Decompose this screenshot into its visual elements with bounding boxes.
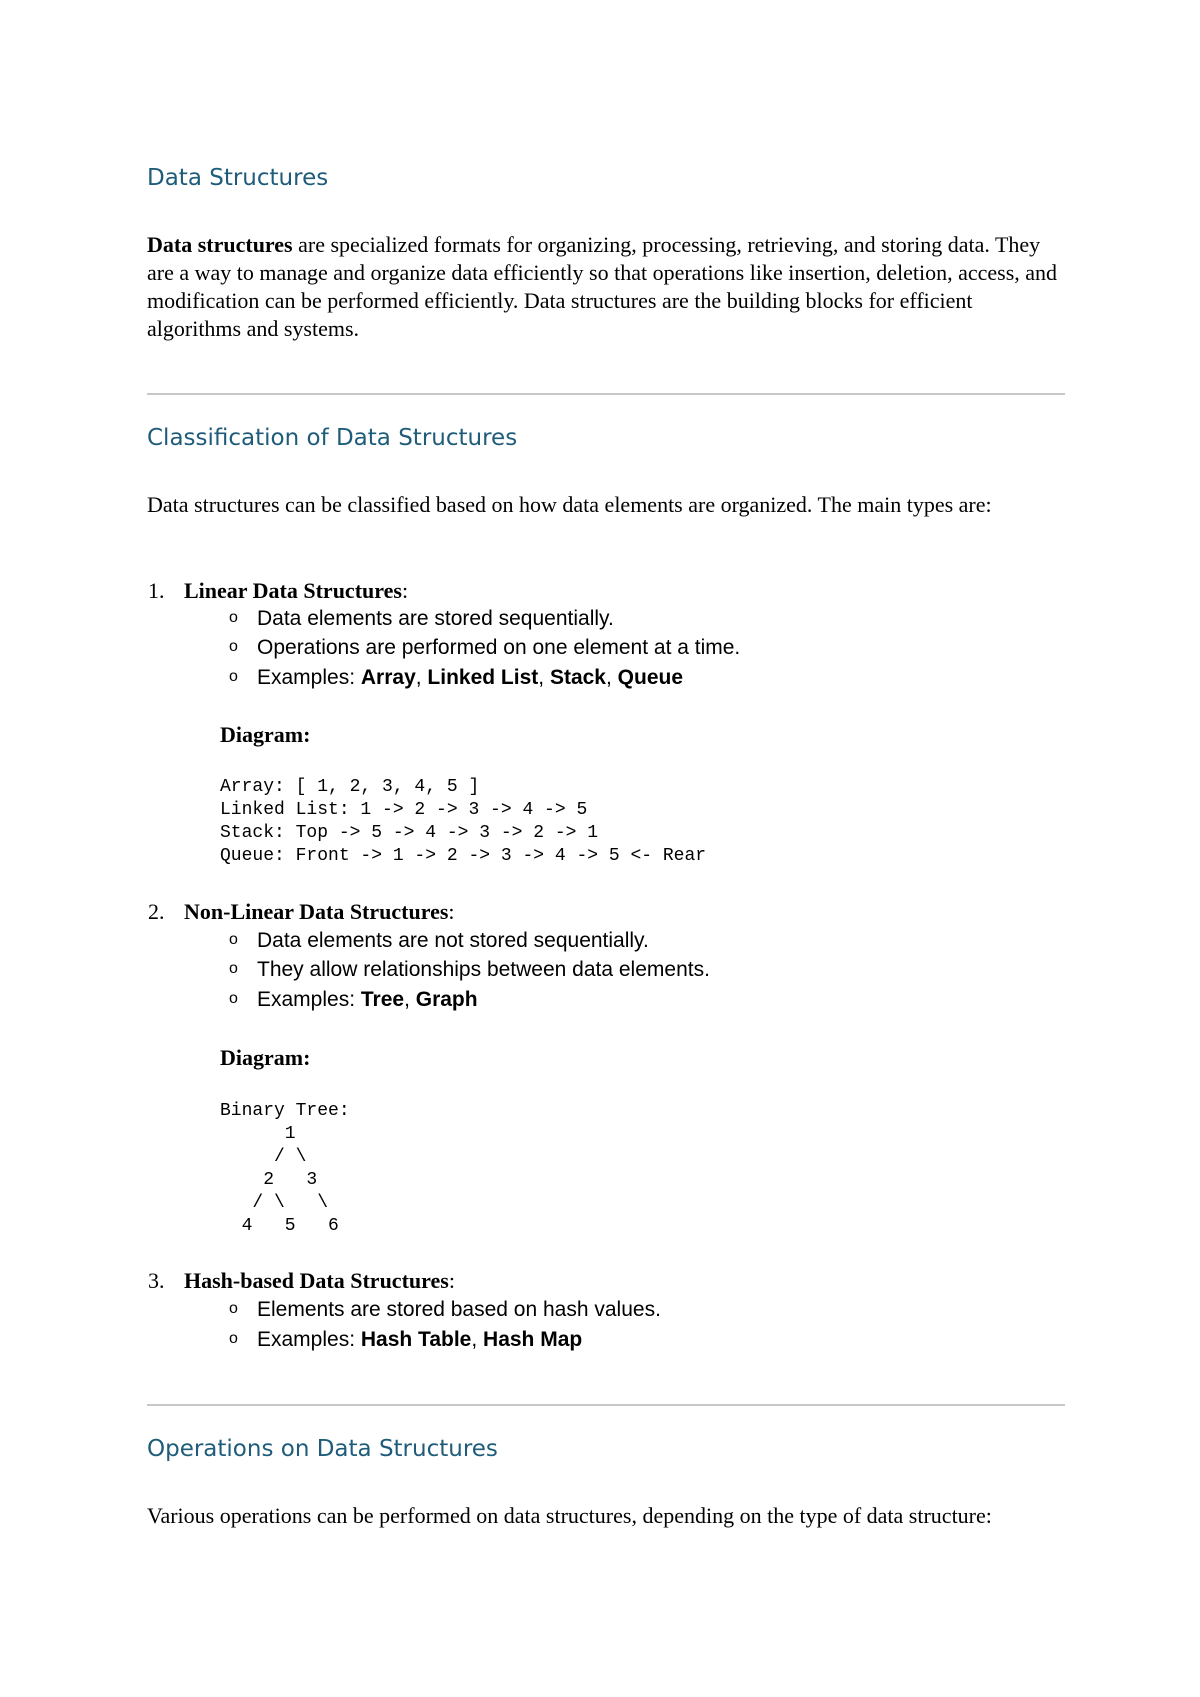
bullet-item — [229, 607, 614, 631]
example-term: Stack — [549, 666, 606, 689]
bullet-circle-icon: o — [229, 1330, 238, 1347]
list-item-linear — [148, 578, 409, 604]
bullet-circle-icon: o — [229, 638, 238, 655]
bullet-item — [229, 636, 741, 660]
list-item-colon: : — [401, 578, 409, 603]
example-term: Array — [360, 666, 416, 689]
example-term: Linked List — [427, 666, 539, 689]
bullet-item-examples: o Examples: Tree, Graph — [229, 988, 478, 1011]
operations-intro: Various operations can be performed on data structures, depending on the type of data structure: — [147, 1503, 992, 1528]
list-number: 3. — [148, 1268, 165, 1293]
bullet-circle-icon: o — [229, 609, 238, 626]
bullet-text: They allow relationships between data elements. — [257, 958, 710, 981]
list-item-title: Linear Data Structures — [184, 578, 402, 603]
bullet-item-examples: o Examples: Hash Table, Hash Map — [229, 1328, 583, 1351]
list-item-title: Hash-based Data Structures — [184, 1268, 449, 1293]
divider — [147, 393, 1065, 395]
bullet-item — [229, 929, 649, 953]
example-term: Hash Table — [360, 1328, 472, 1351]
bullet-circle-icon: o — [229, 931, 238, 948]
list-number: 1. — [148, 578, 165, 603]
list-item-colon: : — [448, 899, 455, 924]
heading-data-structures: Data Structures — [147, 165, 329, 191]
bullet-text: Elements are stored based on hash values. — [257, 1298, 661, 1321]
bullet-circle-icon: o — [229, 1300, 238, 1317]
example-term: Tree — [360, 988, 405, 1011]
classification-intro: Data structures can be classified based on how data elements are organized. The main types are: — [147, 492, 992, 517]
example-term: Hash Map — [483, 1328, 583, 1351]
list-item-nonlinear — [148, 899, 455, 925]
linear-diagram: Array: [ 1, 2, 3, 4, 5 ] Linked List: 1 -> 2 -> 3 -> 4 -> 5 Stack: Top -> 5 -> 4 -> 3 -> 2 -> 1 Queue: Front -> 1 -> 2 -> 3 -> 4 -> 5 <- Rear — [220, 777, 707, 866]
intro-paragraph — [147, 231, 1065, 343]
bullet-circle-icon: o — [229, 668, 238, 685]
example-term: Graph — [415, 988, 478, 1011]
diagram-label: Diagram: — [220, 1045, 311, 1070]
bullet-item — [229, 958, 710, 982]
intro-bold-term: Data structures — [147, 232, 293, 257]
intro-text: are specialized formats for organizing, processing, retrieving, and storing data. They are a way to manage and organize data efficiently so that operations like insertion, deletion, access, and modification can be performed efficiently. Data structures are the building blocks for efficient algorithms and systems. — [147, 232, 1058, 341]
heading-operations: Operations on Data Structures — [147, 1436, 498, 1462]
list-item-hash — [148, 1268, 455, 1294]
list-number: 2. — [148, 899, 165, 924]
bullet-item — [229, 1298, 661, 1322]
list-item-colon: : — [448, 1268, 455, 1293]
heading-classification: Classification of Data Structures — [147, 425, 518, 451]
list-item-title: Non-Linear Data Structures — [184, 899, 449, 924]
examples-prefix: Examples: — [257, 988, 361, 1011]
bullet-item-examples: o Examples: Array, Linked List, Stack, Queue — [229, 666, 684, 689]
diagram-label: Diagram: — [220, 722, 311, 747]
diagram-label-text: Diagram — [220, 1045, 304, 1070]
bullet-text: Data elements are stored sequentially. — [257, 607, 614, 630]
divider — [147, 1404, 1065, 1406]
bullet-circle-icon: o — [229, 960, 238, 977]
example-term: Queue — [617, 666, 684, 689]
bullet-text: Operations are performed on one element at a time. — [257, 636, 741, 659]
diagram-label-text: Diagram — [220, 722, 304, 747]
examples-prefix: Examples: — [257, 1328, 361, 1351]
tree-diagram: Binary Tree: 1 / \ 2 3 / \ \ 4 5 6 — [220, 1101, 350, 1236]
bullet-circle-icon: o — [229, 990, 238, 1007]
examples-prefix: Examples: — [257, 666, 361, 689]
bullet-text: Data elements are not stored sequentially. — [257, 929, 649, 952]
